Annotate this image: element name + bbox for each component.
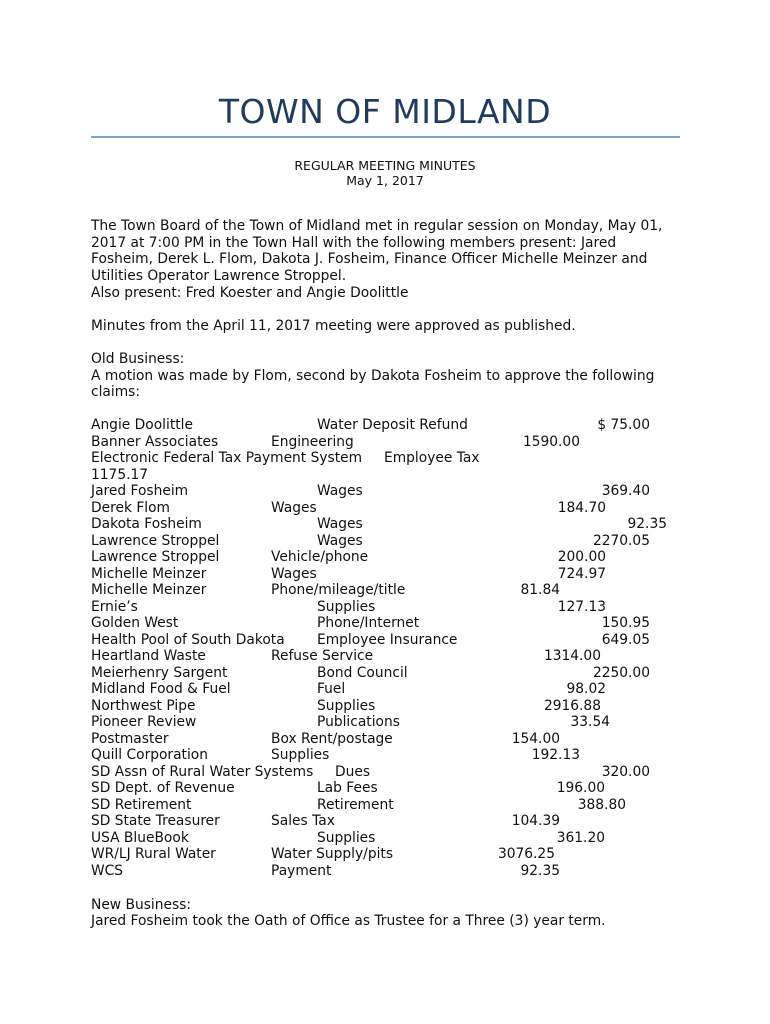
- claim-amount: 369.40: [601, 483, 650, 499]
- claim-description: Bond Council: [317, 664, 408, 681]
- claim-payee: Midland Food & Fuel: [91, 681, 231, 697]
- claim-payee: Heartland Waste: [91, 648, 206, 664]
- claim-payee: Derek Flom: [91, 499, 170, 516]
- claim-amount: 320.00: [601, 763, 650, 780]
- claim-amount: 192.13: [531, 747, 580, 763]
- claim-amount: 92.35: [627, 516, 667, 532]
- claim-payee: Postmaster: [91, 730, 169, 747]
- claim-description: Employee Tax: [384, 450, 480, 466]
- motion-line: A motion was made by Flom, second by Dakota Fosheim to approve the following: [91, 368, 655, 384]
- claim-payee: WR/LJ Rural Water: [91, 846, 216, 862]
- claim-amount: 3076.25: [497, 846, 555, 862]
- claim-description: Retirement: [317, 796, 394, 813]
- claim-description: Water Deposit Refund: [317, 417, 468, 433]
- claim-payee: SD Dept. of Revenue: [91, 780, 235, 796]
- claim-amount: 649.05: [601, 631, 650, 648]
- claim-description: Lab Fees: [317, 780, 378, 796]
- claim-description: Wages: [317, 516, 363, 532]
- claim-amount: 150.95: [601, 615, 650, 631]
- claim-payee: SD State Treasurer: [91, 813, 220, 829]
- claim-description: Fuel: [317, 681, 346, 697]
- claim-description: Payment: [271, 862, 332, 879]
- claim-payee: Quill Corporation: [91, 747, 208, 763]
- new-business-heading: New Business:: [91, 897, 191, 913]
- claim-payee: SD Assn of Rural Water Systems: [91, 763, 314, 780]
- claim-description: Sales Tax: [271, 813, 335, 829]
- intro-paragraph: The Town Board of the Town of Midland met in regular session on Monday, May 01, 2017 at 7:00 PM in the Town Hall with the following members present: Jared Fosheim, Derek L. Flom, Dakota J. Fosheim, Finance Officer Michelle Meinzer and Utilities Operator Lawrence Stroppel.: [91, 218, 663, 284]
- claim-amount: 388.80: [577, 796, 626, 813]
- claim-payee: Health Pool of South Dakota: [91, 631, 285, 648]
- minutes-approval-line: Minutes from the April 11, 2017 meeting were approved as published.: [91, 318, 576, 334]
- claim-amount: 184.70: [557, 499, 606, 516]
- claim-description: Supplies: [317, 829, 376, 846]
- claim-amount: 154.00: [511, 730, 560, 747]
- claim-amount: 1590.00: [522, 433, 580, 450]
- motion-line-continued: claims:: [91, 384, 140, 400]
- claim-payee: Golden West: [91, 615, 179, 631]
- claim-description: Supplies: [317, 598, 376, 615]
- claim-amount: 2250.00: [592, 664, 650, 681]
- claim-payee: USA BlueBook: [91, 829, 189, 846]
- claim-description: Supplies: [271, 747, 330, 763]
- claim-payee: Angie Doolittle: [91, 417, 193, 433]
- claim-amount: 33.54: [570, 714, 610, 730]
- also-present-line: Also present: Fred Koester and Angie Doolittle: [91, 285, 409, 301]
- claim-payee: Michelle Meinzer: [91, 565, 207, 582]
- claim-amount: 127.13: [557, 598, 606, 615]
- claim-amount: $ 75.00: [597, 417, 650, 433]
- claim-payee: Meierhenry Sargent: [91, 664, 228, 681]
- claim-amount: 98.02: [566, 681, 606, 697]
- claim-description: Wages: [317, 532, 363, 549]
- claim-amount: 1314.00: [543, 648, 601, 664]
- claim-amount: 81.84: [520, 582, 560, 598]
- claim-description: Engineering: [271, 433, 354, 450]
- claim-amount: 2916.88: [543, 697, 601, 714]
- claim-payee: Dakota Fosheim: [91, 516, 202, 532]
- claim-description: Box Rent/postage: [271, 730, 393, 747]
- claim-payee: Michelle Meinzer: [91, 582, 207, 598]
- claim-payee: Electronic Federal Tax Payment System: [91, 450, 363, 466]
- claim-amount: 92.35: [520, 862, 560, 879]
- claim-description: Dues: [335, 763, 371, 780]
- claim-payee: Northwest Pipe: [91, 697, 196, 714]
- claim-description: Water Supply/pits: [271, 846, 394, 862]
- claim-amount: 1175.17: [91, 466, 149, 483]
- claim-amount: 2270.05: [592, 532, 650, 549]
- claim-amount: 361.20: [556, 829, 605, 846]
- meeting-date: May 1, 2017: [346, 173, 424, 188]
- claim-description: Publications: [317, 714, 400, 730]
- claim-payee: Banner Associates: [91, 433, 219, 450]
- new-business-text: Jared Fosheim took the Oath of Office as Trustee for a Three (3) year term.: [91, 913, 606, 929]
- title-divider: [91, 136, 680, 138]
- claim-description: Wages: [271, 499, 317, 516]
- claim-payee: Lawrence Stroppel: [91, 532, 220, 549]
- old-business-heading: Old Business:: [91, 351, 185, 367]
- claim-description: Supplies: [317, 697, 376, 714]
- claim-description: Vehicle/phone: [271, 549, 369, 565]
- claim-amount: 200.00: [557, 549, 606, 565]
- claim-description: Phone/mileage/title: [271, 582, 406, 598]
- claim-description: Employee Insurance: [317, 631, 458, 648]
- claim-payee: Lawrence Stroppel: [91, 549, 220, 565]
- claim-description: Wages: [271, 565, 317, 582]
- claim-payee: Jared Fosheim: [91, 483, 189, 499]
- claim-description: Wages: [317, 483, 363, 499]
- document-subtitle: REGULAR MEETING MINUTES: [294, 158, 476, 173]
- claim-payee: Ernie’s: [91, 598, 138, 615]
- claim-amount: 196.00: [556, 780, 605, 796]
- claim-description: Refuse Service: [271, 648, 374, 664]
- claim-payee: Pioneer Review: [91, 714, 197, 730]
- claim-description: Phone/Internet: [317, 615, 420, 631]
- document-title: TOWN OF MIDLAND: [218, 92, 552, 131]
- claim-payee: WCS: [91, 862, 124, 879]
- claim-amount: 104.39: [511, 813, 560, 829]
- claim-payee: SD Retirement: [91, 796, 192, 813]
- claim-amount: 724.97: [557, 565, 606, 582]
